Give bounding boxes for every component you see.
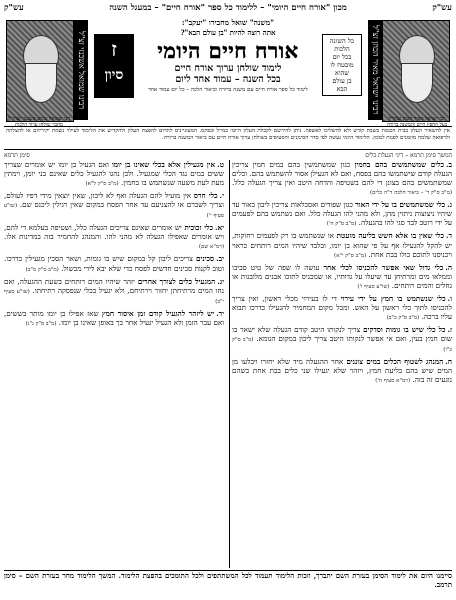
paragraph-number: ח.: [445, 357, 452, 367]
paragraph-text: צריך לנקותו היטב קודם הגעלה שלא ישאר בו שום חמץ בעין, ואם אי אפשר לנקותו היטב צריך ליבון במקום הגומא.: [232, 325, 452, 344]
date-month: סיון: [104, 67, 124, 83]
paragraph-number: ז.: [447, 325, 452, 335]
left-vertical-banner: רבינו שמואל אשכנזי זצ"ל: [74, 20, 88, 120]
halacha-paragraph: [232, 357, 452, 385]
paragraph-lead: כלי גדול שאי אפשר להכניסו לכלי אחר: [323, 262, 444, 272]
paragraph-lead: כלים שמשתמשים בהם בחמין: [354, 160, 445, 169]
paragraph-source: (שו"ע סעיף י"ב): [4, 288, 224, 305]
right-vertical-banner: רבינו ישראל מאיר הכהן זצ"ל: [368, 20, 382, 120]
paragraph-lead: כלי זכוכית: [184, 223, 213, 233]
paragraph-text: יזהר שיהיו המים רותחים בשעת ההגעלה, ואם נחו המים מרתיחתן יחזור וירתיחם, ולא יגעיל בכלי שנפסקה רתיחתו.: [4, 276, 224, 295]
masthead-small-text: לימוד כל ספר אורח חיים עם משנה ברורה וביאור הלכה – כל יום עמוד אחד: [148, 87, 308, 93]
paragraph-source: (מ"ב ס"ק נ"ג): [25, 320, 57, 327]
paragraph-source: (מ"ב ס"ק י"א): [334, 252, 367, 259]
motto-line-2: אתה רוצה להיות "בן עולם הבא"?: [180, 28, 276, 37]
paragraph-number: ג.: [447, 200, 452, 210]
paragraph-number: ט.: [217, 160, 224, 169]
paragraph-text: או שנשתמש בו רק לפעמים רחוקות, יש להקל להגעילו אף על פי שהוא בן יומו, ובלבד שיהיו המים רותחים כראוי ויכניסנו לתוכם כולו בבת אחת.: [232, 231, 452, 259]
section-header-left: סימן תרמא: [4, 152, 30, 159]
top-banner-center: מכון "אורח חיים היומי" – ללימוד כל ספר "אורח חיים" – במעגל השנה: [109, 3, 347, 13]
section-header: [4, 152, 452, 160]
page-title: אורח חיים היומי: [157, 38, 299, 63]
paragraph-text: די לו בעירוי מכלי ראשון, ואין צריך להכניסו לתוך כלי ראשון על האש. ומכל מקום המחמיר להגעילו כדרכו תבוא עליו ברכה.: [232, 293, 452, 322]
paragraph-source: (מ"ב ס"ק כ"ב): [386, 315, 420, 322]
column-divider: [229, 160, 230, 568]
halacha-paragraph: [4, 277, 224, 306]
paragraph-source: (מ"ב ס"ק ל"א): [85, 181, 119, 188]
halacha-paragraph: [4, 191, 224, 220]
paragraph-number: ה.: [445, 262, 452, 272]
paragraph-source: (שו"ע סעיף ו'): [357, 283, 390, 290]
paragraph-number: יג.: [217, 276, 224, 286]
paragraph-lead: סכינים: [195, 254, 215, 264]
left-portrait-caption: רבי שמואל שלום אשכנזי זצוק"ל מחבר שולחן ערוך הלכות: [8, 116, 70, 128]
paragraph-source: (מ"ב ס"ק מ"ב): [25, 266, 59, 273]
halacha-paragraph: [232, 231, 452, 259]
right-column: [232, 160, 452, 568]
rabbi-portrait-left: [6, 20, 74, 122]
date-day: ז: [111, 37, 117, 61]
paragraph-text: שאז אפילו בן יומו מותר בששים, ואם עבר הזמן ולא הגעיל יגעיל אחר כך באופן שאינו בן יומו.: [4, 308, 224, 327]
halacha-paragraph: [4, 160, 224, 188]
rabbi-portrait-right: [382, 20, 450, 122]
paragraph-lead: יש ליזהר להגעיל קודם זמן איסור חמץ: [101, 308, 215, 318]
paragraph-lead: כל כלי שיש בו גומות וסדקים: [363, 325, 446, 335]
paragraph-source: (שו"ע סעיף י'): [4, 203, 224, 220]
paragraph-source: (מ"ב ס"ק ח'): [326, 221, 357, 228]
paragraph-text: אחר ההגעלה מיד שלא יחזרו ויבלעו מן המים שיש בהם בליעת חמץ, ויזהר שלא יגעילו שני כלים בבת אחת כשהם נוגעים זה בזה.: [232, 357, 452, 385]
top-banner-left: עש"ק: [4, 3, 24, 13]
halacha-paragraph: [232, 325, 452, 354]
masthead-center: [136, 18, 320, 94]
paragraph-text: ואם הגעיל בן יומו יש אומרים שצריך ששים במים נגד הכלי שמגעיל. ולכן נהגו להגעיל כלים שאינם בני יומן, וימתין מעת לעת משעה שנשתמש בו בחמין.: [4, 160, 224, 188]
paragraph-text: אין מועיל להם הגעלה ואף לא ליבון, שאין יוצאין מידי דפיו לעולם, וצריך לשברם או להצניעם עד אחר הפסח במקום שאין רגילין ליכנס שם.: [4, 191, 224, 210]
paragraph-lead: המגעיל כלים לצורך אחרים: [137, 276, 216, 286]
halacha-paragraph: [232, 160, 452, 197]
top-banner: [4, 2, 452, 16]
paragraph-lead: כלי חרס: [193, 191, 218, 201]
top-banner-right: עש"ק: [432, 3, 452, 13]
notice-bar: אין להשאיר העלון בבית הכנסת בשבת קודש ולא להשליכו לאשפה. ניתן להירשם לקבלת העלון היומי במייל ובפקס. המעוניינים לתרום להפצת העלון ולהקדיש את הלימוד לעילוי נשמת יקיריהם או להצלחה ולרפואה שלמה מוזמנים לפנות למכון. הלימוד היומי נעשה לפי סדר הסימנים והסעיפים בשולחן ערוך אורח חיים עם ביאור המשנה ברורה.: [4, 126, 452, 150]
subtitle-1: לימוד שולחן ערוך אורח חיים: [174, 63, 282, 74]
left-column: [4, 160, 224, 568]
date-box: [94, 34, 134, 98]
motto-line-1: "משנה" שואל מחבירו "יעקב":: [181, 18, 275, 27]
paragraph-text: עושה לו שפה של טיט סביבו וממלאו מים ומרתיחן עד שיעלו על גדותיו, או שמכניס לתוכו אבנים מלובנות או גחלים והמים רותחים.: [232, 262, 452, 290]
paragraph-source: (מ"ב ס"ק כ"ו): [232, 337, 452, 354]
masthead: [4, 16, 452, 126]
paragraph-source: (רמ"א שם): [198, 244, 224, 251]
halacha-paragraph: [232, 263, 452, 291]
paragraph-text: יש אומרים שאינם צריכים הגעלה כלל, ושטיפה בעלמא די להם, ויש אומרים שאפילו הגעלה לא מהני להו. והמנהג להחמיר בזה במדינות אלו.: [4, 223, 224, 242]
paragraph-text: כגון שמשתמשין בהם במים חמין צריכין הגעלה קודם שישתמשו בהם בפסח, ואם לא הגעילן אסור להשתמש בהם. וכלים שמשתמשים בהם בצונן די להם בשטיפה והדחה היטב ואין צריך הגעלה כלל.: [232, 160, 452, 188]
paragraph-text: כגון שפודים ואסכלאות צריכין ליבון באור עד שיהיו ניצוצות ניתזין מהן, ולא מהני להו הגעלה כלל. ואם נשתמש בהם לפעמים על ידי רוטב לבד סגי להו בהגעלה.: [232, 200, 452, 228]
section-header-right: המשך סימן תרמא – דיני הנעלת כלים: [365, 152, 452, 159]
paragraph-number: יד.: [216, 308, 224, 318]
paragraph-source: (רמ"א סעיף ח'): [375, 378, 411, 385]
paragraph-number: ב.: [446, 160, 452, 169]
halacha-paragraph: [232, 294, 452, 322]
paragraph-lead: כלי שנשתמש בו חמץ על ידי עירוי: [340, 293, 446, 303]
paragraph-number: ד.: [446, 231, 452, 241]
halacha-paragraph: [4, 254, 224, 273]
paragraph-lead: כלי שאין בו אלא חשש בליעה מועטת: [336, 231, 445, 241]
right-portrait-caption: רבי ישראל מאיר הכהן זצוק"ל בעל החפץ חיים והמשנה ברורה: [386, 116, 448, 128]
content-columns: [4, 160, 452, 568]
halacha-paragraph: [232, 200, 452, 228]
paragraph-text: צריכים ליבון קל במקום שיש בו גומות, ושאר הסכין מגעילין כדרכו. וטוב לקנות סכינים חדשים לפסח כדי שלא יבא לידי מכשול.: [4, 254, 224, 273]
paragraph-source: (מ"ב ס"ק ד' – ביאור הלכה ד"ה כלים): [369, 190, 452, 197]
halacha-paragraph: [4, 309, 224, 328]
paragraph-lead: כלי שמשתמשים בו על ידי האור: [355, 200, 446, 210]
paragraph-number: יב.: [216, 254, 224, 264]
halacha-paragraph: [4, 223, 224, 251]
footer-text: סיימנו היום את לימוד הסימן בעזרת השם יתברך, וזכות הלימוד תעמוד לכל המשתתפים ולכל התומכים בהפצת הלימוד. המשך הלימוד מחר בעזרת השם – סימן תרמב.: [4, 570, 452, 599]
info-box: כל השונה הלכות בכל יום מובטח לו שהוא בן עולם הבא: [322, 34, 362, 96]
paragraph-number: ו.: [447, 293, 452, 303]
subtitle-2: בכל השנה – עמוד אחד ליום: [175, 74, 281, 85]
paragraph-lead: המנהג לשטוף הכלים במים צוננים: [346, 357, 444, 367]
paragraph-lead: אין מגעילין אלא בכלי שאינו בן יומו: [111, 160, 216, 169]
paragraph-number: י.: [219, 191, 224, 201]
paragraph-number: יא.: [214, 223, 224, 233]
